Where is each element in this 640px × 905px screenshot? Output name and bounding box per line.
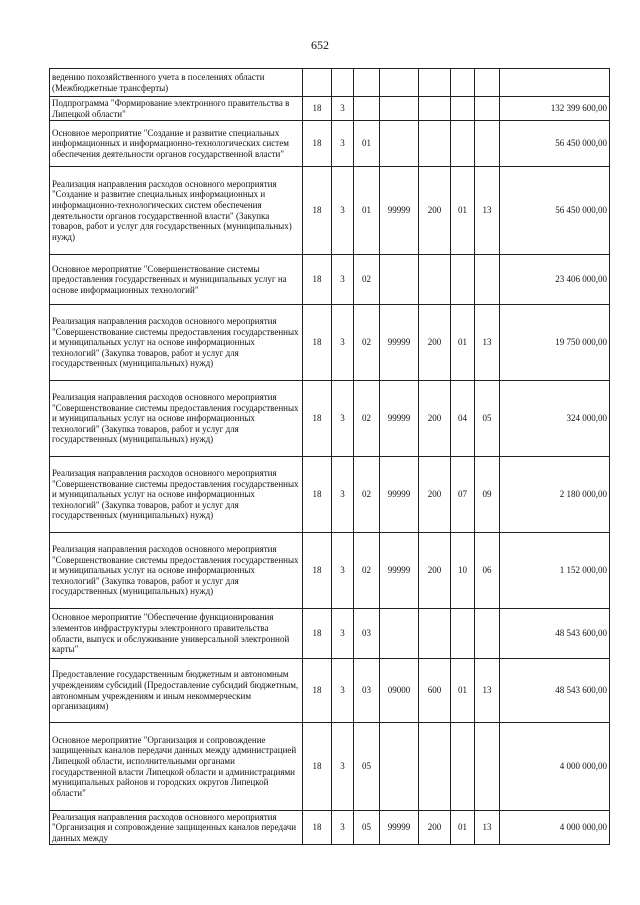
- code-section: 01: [451, 811, 475, 845]
- row-description: Предоставление государственным бюджетным и автономным учреждениям субсидий (Предоставление субсидий бюджетным, автономным учреждениям и иным некоммерческим организациям): [50, 659, 303, 723]
- row-description: Основное мероприятие "Организация и сопровождение защищенных каналов передачи данных между администрацией Липецкой области, исполнительными органами государственной власти Липецкой области и администрациями муниципальных районов и городских округов Липецкой области": [50, 723, 303, 811]
- code-section: [451, 121, 475, 167]
- table-row: [50, 457, 610, 533]
- code-subsection: 13: [475, 659, 500, 723]
- row-amount: 23 406 000,00: [500, 255, 610, 305]
- code-subsection: 13: [475, 811, 500, 845]
- code-section: [451, 609, 475, 659]
- code-expense-type: [419, 97, 451, 121]
- code-expense-type: [419, 69, 451, 97]
- code-direction: 99999: [380, 811, 419, 845]
- code-ministry: 18: [303, 121, 332, 167]
- code-direction: [380, 255, 419, 305]
- code-expense-type: 200: [419, 167, 451, 255]
- code-subsection: [475, 97, 500, 121]
- code-program: 3: [332, 305, 354, 381]
- code-direction: [380, 97, 419, 121]
- code-subsection: 05: [475, 381, 500, 457]
- code-subprogram: 01: [354, 121, 380, 167]
- code-expense-type: 600: [419, 659, 451, 723]
- table-row: [50, 381, 610, 457]
- code-expense-type: [419, 255, 451, 305]
- code-subprogram: 02: [354, 533, 380, 609]
- code-direction: 99999: [380, 533, 419, 609]
- table-row: [50, 167, 610, 255]
- code-section: 01: [451, 305, 475, 381]
- code-expense-type: 200: [419, 305, 451, 381]
- code-direction: 09000: [380, 659, 419, 723]
- code-subprogram: 03: [354, 609, 380, 659]
- code-program: 3: [332, 97, 354, 121]
- code-expense-type: [419, 609, 451, 659]
- table-row: [50, 659, 610, 723]
- code-subsection: [475, 723, 500, 811]
- row-description: Подпрограмма "Формирование электронного правительства в Липецкой области": [50, 97, 303, 121]
- code-program: 3: [332, 167, 354, 255]
- code-program: 3: [332, 381, 354, 457]
- row-description: Реализация направления расходов основного мероприятия "Совершенствование системы предоставления государственных и муниципальных услуг на основе информационных технологий" (Закупка товаров, работ и услуг для государственных (муниципальных) нужд): [50, 381, 303, 457]
- code-subprogram: [354, 97, 380, 121]
- row-amount: 48 543 600,00: [500, 659, 610, 723]
- code-ministry: 18: [303, 97, 332, 121]
- row-description: Реализация направления расходов основного мероприятия "Создание и развитие специальных информационных и информационно-технологических систем обеспечения деятельности органов государственной власти" (Закупка товаров, работ и услуг для государственных (муниципальных) нужд): [50, 167, 303, 255]
- row-amount: 132 399 600,00: [500, 97, 610, 121]
- code-subsection: [475, 255, 500, 305]
- row-amount: 4 000 000,00: [500, 723, 610, 811]
- code-subprogram: 02: [354, 305, 380, 381]
- code-direction: [380, 121, 419, 167]
- table-row: [50, 723, 610, 811]
- row-amount: 56 450 000,00: [500, 121, 610, 167]
- code-ministry: 18: [303, 255, 332, 305]
- budget-table: [49, 68, 610, 845]
- code-section: 07: [451, 457, 475, 533]
- row-amount: 1 152 000,00: [500, 533, 610, 609]
- code-section: [451, 723, 475, 811]
- code-subsection: 13: [475, 305, 500, 381]
- row-amount: 19 750 000,00: [500, 305, 610, 381]
- code-ministry: [303, 69, 332, 97]
- row-description: Основное мероприятие "Создание и развитие специальных информационных и информационно-технологических систем обеспечения деятельности органов государственной власти": [50, 121, 303, 167]
- code-ministry: 18: [303, 811, 332, 845]
- row-description: Основное мероприятие "Обеспечение функционирования элементов инфраструктуры электронного правительства области, выпуск и обслуживание универсальной электронной карты": [50, 609, 303, 659]
- code-direction: 99999: [380, 457, 419, 533]
- code-section: 01: [451, 659, 475, 723]
- code-ministry: 18: [303, 167, 332, 255]
- code-ministry: 18: [303, 381, 332, 457]
- code-ministry: 18: [303, 723, 332, 811]
- code-ministry: 18: [303, 457, 332, 533]
- code-program: 3: [332, 457, 354, 533]
- code-ministry: 18: [303, 305, 332, 381]
- code-subprogram: 03: [354, 659, 380, 723]
- row-amount: [500, 69, 610, 97]
- code-subsection: [475, 121, 500, 167]
- code-direction: [380, 723, 419, 811]
- code-program: 3: [332, 609, 354, 659]
- code-direction: [380, 69, 419, 97]
- code-expense-type: 200: [419, 811, 451, 845]
- code-section: 04: [451, 381, 475, 457]
- row-description: Реализация направления расходов основного мероприятия "Совершенствование системы предоставления государственных и муниципальных услуг на основе информационных технологий" (Закупка товаров, работ и услуг для государственных (муниципальных) нужд): [50, 305, 303, 381]
- table-row: [50, 97, 610, 121]
- code-subsection: 09: [475, 457, 500, 533]
- table-row: [50, 69, 610, 97]
- code-direction: 99999: [380, 305, 419, 381]
- code-direction: 99999: [380, 167, 419, 255]
- code-expense-type: 200: [419, 457, 451, 533]
- table-row: [50, 609, 610, 659]
- code-program: 3: [332, 255, 354, 305]
- table-row: [50, 121, 610, 167]
- code-ministry: 18: [303, 659, 332, 723]
- code-subprogram: [354, 69, 380, 97]
- code-section: [451, 69, 475, 97]
- code-expense-type: 200: [419, 533, 451, 609]
- row-amount: 48 543 600,00: [500, 609, 610, 659]
- code-program: [332, 69, 354, 97]
- table-body: [50, 69, 610, 845]
- code-ministry: 18: [303, 609, 332, 659]
- code-program: 3: [332, 659, 354, 723]
- row-amount: 324 000,00: [500, 381, 610, 457]
- table-row: [50, 305, 610, 381]
- row-description: Реализация направления расходов основного мероприятия "Совершенствование системы предоставления государственных и муниципальных услуг на основе информационных технологий" (Закупка товаров, работ и услуг для государственных (муниципальных) нужд): [50, 457, 303, 533]
- code-subprogram: 05: [354, 723, 380, 811]
- code-program: 3: [332, 723, 354, 811]
- code-section: [451, 97, 475, 121]
- code-direction: [380, 609, 419, 659]
- code-expense-type: 200: [419, 381, 451, 457]
- code-program: 3: [332, 811, 354, 845]
- table-row: [50, 811, 610, 845]
- code-subprogram: 02: [354, 255, 380, 305]
- code-ministry: 18: [303, 533, 332, 609]
- code-subprogram: 01: [354, 167, 380, 255]
- code-direction: 99999: [380, 381, 419, 457]
- code-expense-type: [419, 723, 451, 811]
- code-subprogram: 05: [354, 811, 380, 845]
- row-description: Реализация направления расходов основного мероприятия "Организация и сопровождение защищенных каналов передачи данных между: [50, 811, 303, 845]
- row-amount: 2 180 000,00: [500, 457, 610, 533]
- row-description: ведению похозяйственного учета в поселениях области (Межбюджетные трансферты): [50, 69, 303, 97]
- code-program: 3: [332, 121, 354, 167]
- code-subsection: [475, 69, 500, 97]
- table-row: [50, 533, 610, 609]
- code-subprogram: 02: [354, 457, 380, 533]
- row-description: Основное мероприятие "Совершенствование системы предоставления государственных и муниципальных услуг на основе информационных технологий": [50, 255, 303, 305]
- page-number: 652: [311, 38, 329, 52]
- code-subsection: [475, 609, 500, 659]
- code-expense-type: [419, 121, 451, 167]
- table-row: [50, 255, 610, 305]
- code-section: 01: [451, 167, 475, 255]
- row-amount: 56 450 000,00: [500, 167, 610, 255]
- code-subprogram: 02: [354, 381, 380, 457]
- row-amount: 4 000 000,00: [500, 811, 610, 845]
- row-description: Реализация направления расходов основного мероприятия "Совершенствование системы предоставления государственных и муниципальных услуг на основе информационных технологий" (Закупка товаров, работ и услуг для государственных (муниципальных) нужд): [50, 533, 303, 609]
- code-section: [451, 255, 475, 305]
- code-program: 3: [332, 533, 354, 609]
- code-subsection: 06: [475, 533, 500, 609]
- code-subsection: 13: [475, 167, 500, 255]
- code-section: 10: [451, 533, 475, 609]
